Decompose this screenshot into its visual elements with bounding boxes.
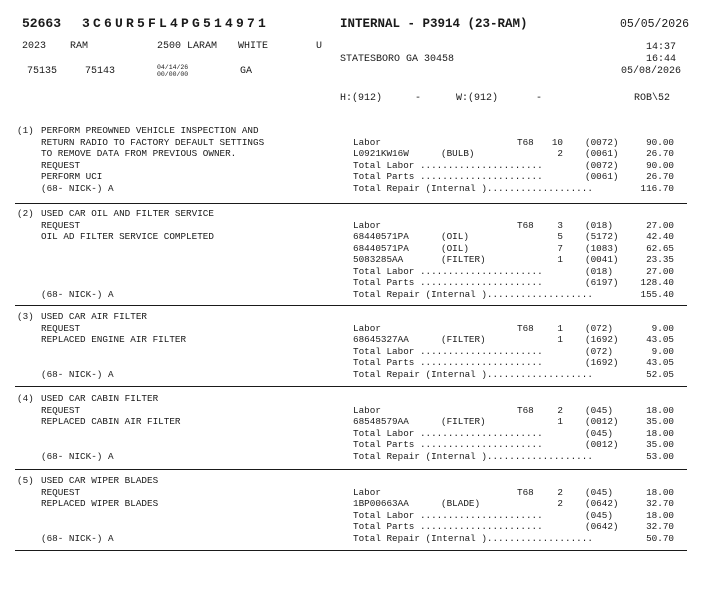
- line-amount: 9.00: [651, 322, 674, 334]
- line-tech-code: T68: [517, 486, 534, 498]
- line-label: 68645327AA: [353, 334, 409, 345]
- line-quantity: 1: [557, 416, 563, 427]
- job-description-line: USED CAR WIPER BLADES: [41, 475, 159, 486]
- header-date: 05/05/2026: [620, 18, 690, 31]
- mileage-in: 75135: [27, 66, 58, 77]
- home-phone-dash: -: [415, 93, 422, 104]
- time-out: 16:44: [646, 54, 677, 65]
- advisor: ROB\52: [634, 93, 671, 104]
- job-description-line: USED CAR AIR FILTER: [41, 311, 148, 322]
- line-quantity: 1: [557, 322, 563, 334]
- line-amount: 32.70: [646, 498, 674, 509]
- job-number: (4): [17, 393, 34, 404]
- line-amount: 116.70: [640, 182, 674, 194]
- line-amount: 43.05: [646, 334, 674, 345]
- line-reference: (0642): [585, 498, 619, 509]
- line-label: 68548579AA: [353, 416, 409, 427]
- line-label: Total Parts ......................: [353, 439, 543, 450]
- line-amount: 42.40: [646, 231, 674, 242]
- line-label: Total Parts ......................: [353, 357, 543, 368]
- line-part-desc: (FILTER): [441, 416, 486, 427]
- line-part-desc: (BLADE): [441, 498, 481, 509]
- line-reference: (1692): [585, 357, 619, 368]
- line-amount: 18.00: [646, 404, 674, 416]
- line-reference: (0061): [585, 148, 619, 159]
- line-amount: 27.00: [646, 265, 674, 277]
- line-reference: (045): [585, 509, 613, 521]
- line-part-desc: (OIL): [441, 231, 469, 242]
- line-amount: 9.00: [651, 345, 674, 357]
- line-reference: (018): [585, 265, 613, 277]
- job-description-line: REPLACED WIPER BLADES: [41, 498, 159, 509]
- ro-type: INTERNAL - P3914 (23-RAM): [340, 17, 528, 31]
- job-description-line: PERFORM PREOWNED VEHICLE INSPECTION AND: [41, 125, 259, 136]
- job-technician: (68- NICK-) A: [41, 450, 114, 462]
- line-tech-code: T68: [517, 404, 534, 416]
- line-reference: (6197): [585, 277, 619, 288]
- line-quantity: 2: [557, 498, 563, 509]
- line-label: 1BP00663AA: [353, 498, 409, 509]
- job-description-line: OIL AD FILTER SERVICE COMPLETED: [41, 231, 214, 242]
- line-amount: 128.40: [640, 277, 674, 288]
- line-reference: (018): [585, 219, 613, 231]
- job-description-line: REQUEST: [41, 322, 81, 334]
- state: GA: [240, 66, 253, 77]
- line-reference: (1692): [585, 334, 619, 345]
- line-label: Labor: [353, 404, 381, 416]
- line-amount: 23.35: [646, 254, 674, 265]
- line-amount: 18.00: [646, 509, 674, 521]
- line-tech-code: T68: [517, 219, 534, 231]
- job-description-line: REQUEST: [41, 486, 81, 498]
- line-quantity: 1: [557, 334, 563, 345]
- line-label: L0921KW16W: [353, 148, 409, 159]
- line-reference: (072): [585, 322, 613, 334]
- line-label: Total Parts ......................: [353, 277, 543, 288]
- line-amount: 26.70: [646, 171, 674, 182]
- job-number: (2): [17, 208, 34, 219]
- line-amount: 32.70: [646, 521, 674, 532]
- line-quantity: 10: [551, 136, 563, 148]
- line-label: Labor: [353, 219, 381, 231]
- line-part-desc: (FILTER): [441, 334, 486, 345]
- line-quantity: 2: [557, 486, 563, 498]
- job-description-line: REQUEST: [41, 404, 81, 416]
- line-label: Labor: [353, 322, 381, 334]
- line-reference: (072): [585, 345, 613, 357]
- line-amount: 90.00: [646, 136, 674, 148]
- line-amount: 18.00: [646, 486, 674, 498]
- mileage-out: 75143: [85, 66, 116, 77]
- line-part-desc: (OIL): [441, 242, 469, 254]
- line-amount: 27.00: [646, 219, 674, 231]
- job-number: (3): [17, 311, 34, 322]
- section-divider: [15, 203, 687, 204]
- vehicle-flag: U: [316, 41, 323, 52]
- line-reference: (0061): [585, 171, 619, 182]
- job-number: (5): [17, 475, 34, 486]
- section-divider: [15, 386, 687, 387]
- line-label: Labor: [353, 136, 381, 148]
- line-reference: (5172): [585, 231, 619, 242]
- date-b: 00/00/00: [157, 71, 189, 78]
- line-amount: 43.05: [646, 357, 674, 368]
- line-quantity: 7: [557, 242, 563, 254]
- job-technician: (68- NICK-) A: [41, 288, 114, 300]
- line-amount: 155.40: [640, 288, 674, 300]
- line-reference: (1083): [585, 242, 619, 254]
- city-state-zip: STATESBORO GA 30458: [340, 54, 455, 65]
- line-part-desc: (FILTER): [441, 254, 486, 265]
- line-label: Total Labor ......................: [353, 509, 543, 521]
- line-amount: 18.00: [646, 427, 674, 439]
- line-amount: 50.70: [646, 532, 674, 544]
- job-number: (1): [17, 125, 34, 136]
- line-amount: 90.00: [646, 159, 674, 171]
- time-in: 14:37: [646, 42, 677, 53]
- job-description-line: PERFORM UCI: [41, 171, 103, 182]
- promise-date: 05/08/2026: [621, 66, 682, 77]
- line-reference: (045): [585, 404, 613, 416]
- job-technician: (68- NICK-) A: [41, 368, 114, 380]
- line-reference: (0072): [585, 159, 619, 171]
- line-label: Total Repair (Internal )...................: [353, 532, 593, 544]
- line-label: Total Parts ......................: [353, 171, 543, 182]
- line-amount: 26.70: [646, 148, 674, 159]
- line-label: Total Repair (Internal )...................: [353, 182, 593, 194]
- line-reference: (0642): [585, 521, 619, 532]
- job-description-line: REQUEST: [41, 219, 81, 231]
- job-description-line: REPLACED ENGINE AIR FILTER: [41, 334, 187, 345]
- job-description-line: TO REMOVE DATA FROM PREVIOUS OWNER.: [41, 148, 237, 159]
- line-amount: 52.05: [646, 368, 674, 380]
- line-amount: 35.00: [646, 416, 674, 427]
- line-label: 5083285AA: [353, 254, 404, 265]
- line-quantity: 2: [557, 148, 563, 159]
- line-label: 68440571PA: [353, 231, 409, 242]
- line-label: Total Repair (Internal )...................: [353, 368, 593, 380]
- line-label: Total Repair (Internal )...................: [353, 288, 593, 300]
- line-label: 68440571PA: [353, 242, 409, 254]
- ro-number: 52663: [22, 16, 62, 31]
- vehicle-year: 2023: [22, 41, 47, 52]
- line-label: Labor: [353, 486, 381, 498]
- vehicle-color: WHITE: [238, 41, 269, 52]
- line-amount: 35.00: [646, 439, 674, 450]
- line-reference: (0012): [585, 439, 619, 450]
- line-reference: (045): [585, 427, 613, 439]
- job-description-line: RETURN RADIO TO FACTORY DEFAULT SETTINGS: [41, 136, 265, 148]
- line-amount: 53.00: [646, 450, 674, 462]
- job-description-line: REPLACED CABIN AIR FILTER: [41, 416, 181, 427]
- home-phone: H:(912): [340, 93, 383, 104]
- line-tech-code: T68: [517, 322, 534, 334]
- line-label: Total Labor ......................: [353, 159, 543, 171]
- work-phone-dash: -: [536, 93, 543, 104]
- job-technician: (68- NICK-) A: [41, 182, 114, 194]
- vehicle-make: RAM: [70, 41, 89, 52]
- line-quantity: 3: [557, 219, 563, 231]
- line-label: Total Labor ......................: [353, 427, 543, 439]
- line-quantity: 2: [557, 404, 563, 416]
- vin: 3C6UR5FL4PG514971: [82, 16, 270, 31]
- line-reference: (0072): [585, 136, 619, 148]
- job-technician: (68- NICK-) A: [41, 532, 114, 544]
- line-reference: (0041): [585, 254, 619, 265]
- line-quantity: 5: [557, 231, 563, 242]
- work-phone: W:(912): [456, 93, 499, 104]
- line-reference: (0012): [585, 416, 619, 427]
- date-a: 04/14/26: [157, 64, 189, 71]
- line-reference: (045): [585, 486, 613, 498]
- job-description-line: REQUEST: [41, 159, 81, 171]
- line-label: Total Parts ......................: [353, 521, 543, 532]
- line-label: Total Labor ......................: [353, 345, 543, 357]
- line-amount: 62.65: [646, 242, 674, 254]
- line-label: Total Labor ......................: [353, 265, 543, 277]
- job-description-line: USED CAR OIL AND FILTER SERVICE: [41, 208, 214, 219]
- section-divider: [15, 550, 687, 551]
- section-divider: [15, 469, 687, 470]
- vehicle-model: 2500 LARAM: [157, 41, 218, 52]
- job-description-line: USED CAR CABIN FILTER: [41, 393, 159, 404]
- line-tech-code: T68: [517, 136, 534, 148]
- line-quantity: 1: [557, 254, 563, 265]
- line-part-desc: (BULB): [441, 148, 475, 159]
- section-divider: [15, 305, 687, 306]
- line-label: Total Repair (Internal )...................: [353, 450, 593, 462]
